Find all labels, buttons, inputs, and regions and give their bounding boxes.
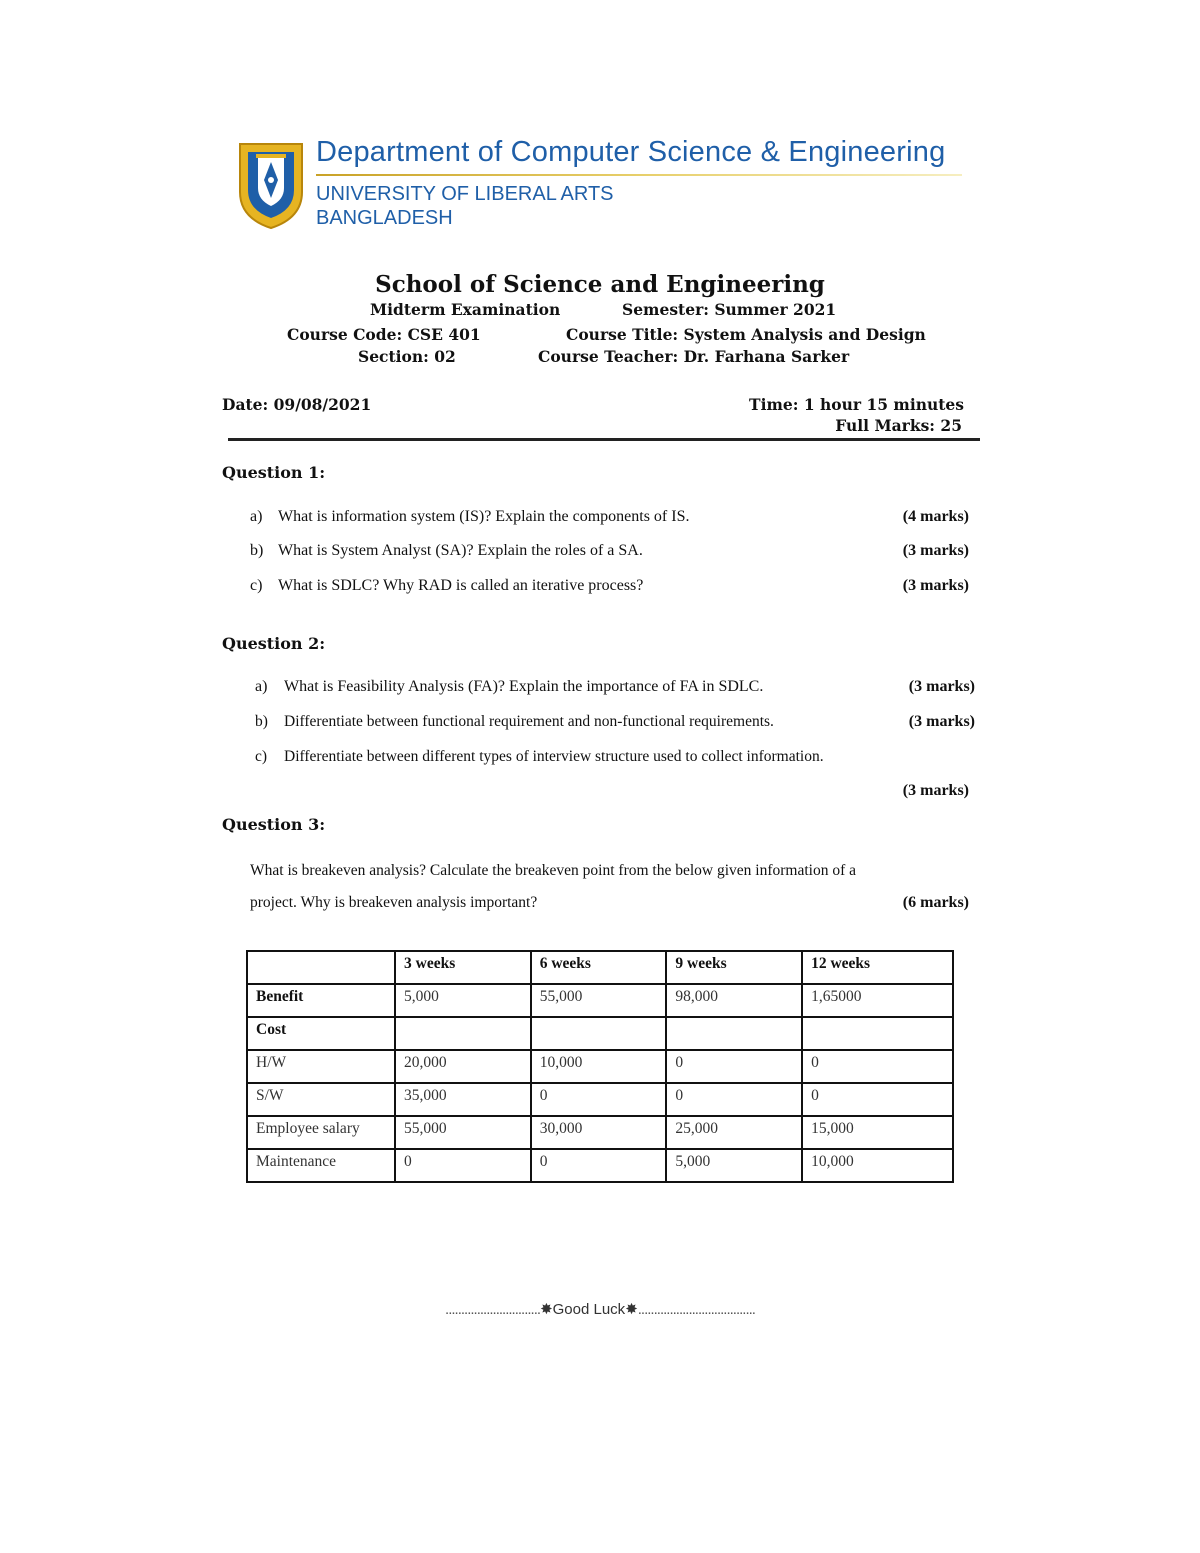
item-label: c)	[255, 748, 268, 765]
full-marks: Full Marks: 25	[835, 416, 962, 435]
item-text: Differentiate between different types of interview structure used to collect information.	[284, 748, 824, 765]
section-rule	[228, 438, 980, 441]
table-row	[247, 1116, 953, 1149]
item-text: What is Feasibility Analysis (FA)? Explain the importance of FA in SDLC.	[284, 678, 764, 695]
star-icon: ✸	[540, 1301, 553, 1318]
university-line-1: UNIVERSITY OF LIBERAL ARTS	[316, 183, 614, 205]
breakeven-table	[246, 950, 954, 1183]
question-1a	[250, 508, 689, 526]
semester: Semester: Summer 2021	[622, 300, 837, 319]
table-cell: 15,000	[802, 1116, 953, 1149]
table-cell	[666, 1017, 802, 1050]
table-cell: 30,000	[531, 1116, 667, 1149]
item-label: b)	[250, 542, 264, 559]
item-label: b)	[255, 713, 268, 730]
question-2c	[255, 748, 824, 766]
table-cell: 0	[802, 1050, 953, 1083]
row-label: Employee salary	[247, 1116, 395, 1149]
footer-right-dots: .....................................	[637, 1301, 755, 1318]
exam-type: Midterm Examination	[370, 300, 561, 319]
table-cell: 35,000	[395, 1083, 531, 1116]
university-crest-icon	[236, 140, 306, 230]
question-3-marks: (6 marks)	[902, 894, 969, 911]
table-cell: 0	[531, 1149, 667, 1182]
question-3-line-2: project. Why is breakeven analysis important?	[250, 894, 538, 911]
question-1a-marks: (4 marks)	[902, 508, 969, 525]
item-label: a)	[250, 508, 263, 525]
row-label: Maintenance	[247, 1149, 395, 1182]
table-cell: 5,000	[395, 984, 531, 1017]
question-2a-marks: (3 marks)	[908, 678, 975, 695]
table-cell: 0	[666, 1050, 802, 1083]
item-label: c)	[250, 577, 263, 594]
item-label: a)	[255, 678, 268, 695]
question-1-title: Question 1:	[222, 463, 326, 482]
table-cell	[395, 1017, 531, 1050]
table-header-cell: 12 weeks	[802, 951, 953, 984]
school-title: School of Science and Engineering	[375, 271, 825, 298]
course-title: Course Title: System Analysis and Design	[566, 325, 926, 344]
table-header-cell: 3 weeks	[395, 951, 531, 984]
table-row	[247, 1149, 953, 1182]
university-line-2: BANGLADESH	[316, 207, 453, 229]
table-cell: 0	[395, 1149, 531, 1182]
item-text: What is System Analyst (SA)? Explain the roles of a SA.	[278, 542, 643, 559]
department-title: Department of Computer Science & Engineering	[316, 136, 946, 168]
exam-date: Date: 09/08/2021	[222, 395, 372, 414]
star-icon: ✸	[625, 1301, 638, 1318]
question-3-line-1: What is breakeven analysis? Calculate the breakeven point from the below given information of a	[250, 862, 857, 879]
table-row	[247, 984, 953, 1017]
question-2b	[255, 713, 774, 731]
table-row	[247, 1050, 953, 1083]
question-3-title: Question 3:	[222, 815, 326, 834]
table-cell: 10,000	[802, 1149, 953, 1182]
course-code: Course Code: CSE 401	[287, 325, 481, 344]
item-text: What is SDLC? Why RAD is called an iterative process?	[278, 577, 644, 594]
question-1c	[250, 577, 643, 595]
footer-good-luck	[0, 1300, 1200, 1318]
table-row	[247, 1083, 953, 1116]
exam-time: Time: 1 hour 15 minutes	[749, 395, 964, 414]
question-1b	[250, 542, 643, 560]
row-label: H/W	[247, 1050, 395, 1083]
table-cell: 10,000	[531, 1050, 667, 1083]
table-cell	[531, 1017, 667, 1050]
course-teacher: Course Teacher: Dr. Farhana Sarker	[538, 347, 850, 366]
table-cell: 0	[802, 1083, 953, 1116]
table-cell: 20,000	[395, 1050, 531, 1083]
question-2b-marks: (3 marks)	[908, 713, 975, 730]
table-cell: 98,000	[666, 984, 802, 1017]
question-2-title: Question 2:	[222, 634, 326, 653]
table-header-cell: 6 weeks	[531, 951, 667, 984]
table-cell: 5,000	[666, 1149, 802, 1182]
table-cell: 55,000	[395, 1116, 531, 1149]
table-header-cell	[247, 951, 395, 984]
footer-left-dots: ..............................	[445, 1301, 541, 1318]
item-text: What is information system (IS)? Explain the components of IS.	[278, 508, 690, 525]
section: Section: 02	[358, 347, 456, 366]
row-label: Cost	[247, 1017, 395, 1050]
table-row	[247, 1017, 953, 1050]
question-1b-marks: (3 marks)	[902, 542, 969, 559]
row-label: Benefit	[247, 984, 395, 1017]
table-header-cell: 9 weeks	[666, 951, 802, 984]
question-2c-marks: (3 marks)	[902, 782, 969, 799]
table-cell: 1,65000	[802, 984, 953, 1017]
table-cell: 25,000	[666, 1116, 802, 1149]
item-text: Differentiate between functional requirement and non-functional requirements.	[284, 713, 774, 730]
table-header-row	[247, 951, 953, 984]
row-label: S/W	[247, 1083, 395, 1116]
footer-text: Good Luck	[552, 1301, 626, 1318]
table-cell	[802, 1017, 953, 1050]
table-cell: 55,000	[531, 984, 667, 1017]
university-name	[316, 182, 614, 230]
header-divider	[316, 174, 962, 176]
table-cell: 0	[666, 1083, 802, 1116]
question-1c-marks: (3 marks)	[902, 577, 969, 594]
table-cell: 0	[531, 1083, 667, 1116]
question-2a	[255, 678, 763, 696]
